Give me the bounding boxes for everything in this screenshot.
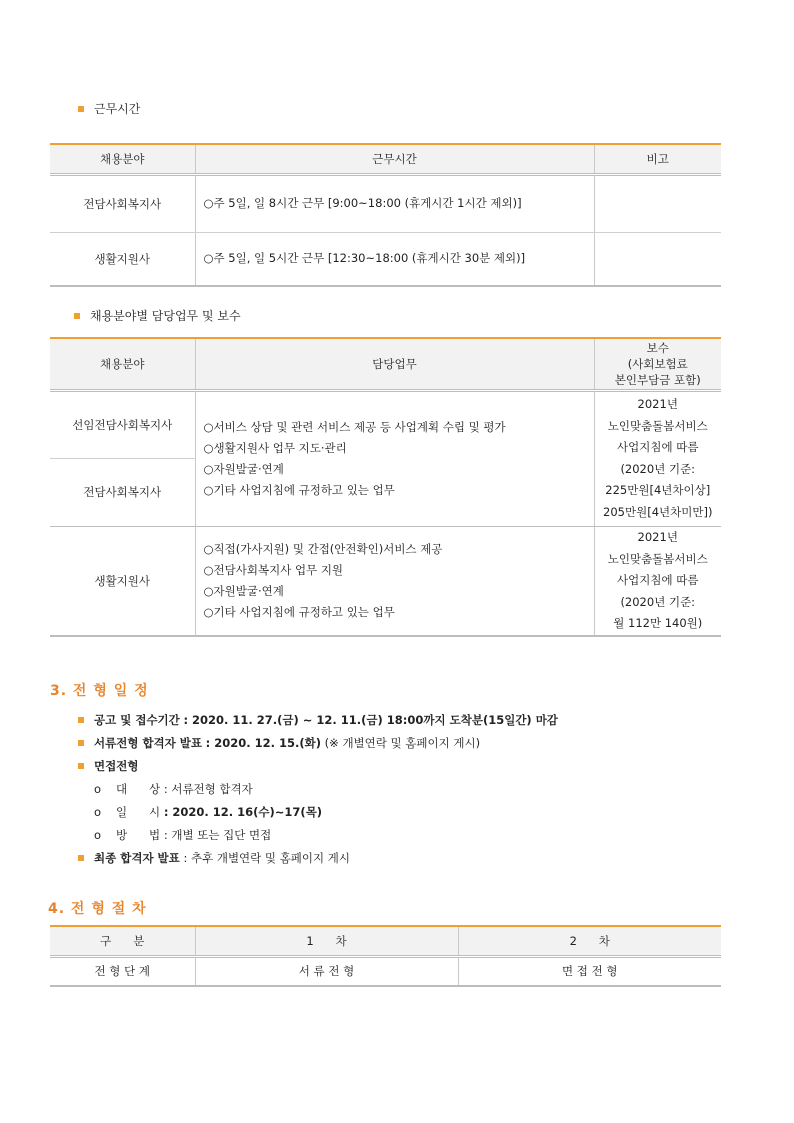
work-hours-heading: 근무시간 <box>78 100 140 117</box>
stage-label-cell: 전 형 단 계 <box>50 956 195 986</box>
work-hours-table <box>50 143 721 287</box>
pay-cell: 2021년 노인맞춤돌봄서비스 사업지침에 따름 (2020년 기준: 225만원[4년차이상] 205만원[4년차미만]) <box>594 390 721 526</box>
first-stage-cell: 서 류 전 형 <box>195 956 458 986</box>
square-bullet-icon <box>78 855 84 861</box>
header-pay: 보수 (사회보험료 본인부담금 포함) <box>594 338 721 390</box>
hours-cell: ○주 5일, 일 8시간 근무 [9:00~18:00 (휴게시간 1시간 제외)] <box>195 174 594 232</box>
interview-method: o 방 법 : 개별 또는 집단 면접 <box>94 828 272 842</box>
table-row <box>50 526 721 636</box>
schedule-title: 3. 전 형 일 정 <box>50 683 149 699</box>
field-cell: 전담사회복지사 <box>50 458 195 526</box>
header-first: 1 차 <box>195 926 458 956</box>
field-cell: 생활지원사 <box>50 232 195 286</box>
note-cell <box>594 174 721 232</box>
header-note: 비고 <box>594 144 721 174</box>
square-bullet-icon <box>78 106 84 112</box>
header-field: 채용분야 <box>50 144 195 174</box>
note-cell <box>594 232 721 286</box>
pay-cell: 2021년 노인맞춤돌봄서비스 사업지침에 따름 (2020년 기준: 월 112만 140원) <box>594 526 721 636</box>
square-bullet-icon <box>78 717 84 723</box>
schedule-item-interview: 면접전형 <box>78 758 138 774</box>
header-duties: 담당업무 <box>195 338 594 390</box>
table-row <box>50 956 721 986</box>
schedule-item-final-result: 최종 합격자 발표 : 추후 개별연락 및 홈페이지 게시 <box>78 850 350 866</box>
schedule-item-document-result: 서류전형 합격자 발표 : 2020. 12. 15.(화) (※ 개별연락 및 홈페이지 게시) <box>78 735 480 751</box>
duties-heading: 채용분야별 담당업무 및 보수 <box>74 307 241 324</box>
field-cell: 생활지원사 <box>50 526 195 636</box>
square-bullet-icon <box>78 740 84 746</box>
tasks-cell: ○서비스 상담 및 관련 서비스 제공 등 사업계획 수립 및 평가 ○생활지원사 업무 지도·관리 ○자원발굴·연계 ○기타 사업지침에 규정하고 있는 업무 <box>195 390 594 526</box>
table-row <box>50 232 721 286</box>
header-category: 구 분 <box>50 926 195 956</box>
hours-cell: ○주 5일, 일 5시간 근무 [12:30~18:00 (휴게시간 30분 제외)] <box>195 232 594 286</box>
header-second: 2 차 <box>458 926 721 956</box>
duties-table <box>50 337 721 637</box>
tasks-cell: ○직접(가사지원) 및 간접(안전확인)서비스 제공 ○전담사회복지사 업무 지원 ○자원발굴·연계 ○기타 사업지침에 규정하고 있는 업무 <box>195 526 594 636</box>
interview-target: o 대 상 : 서류전형 합격자 <box>94 782 253 796</box>
square-bullet-icon <box>74 313 80 319</box>
interview-date: o 일 시 : 2020. 12. 16(수)~17(목) <box>94 805 323 819</box>
square-bullet-icon <box>78 763 84 769</box>
header-hours: 근무시간 <box>195 144 594 174</box>
field-cell: 전담사회복지사 <box>50 174 195 232</box>
table-row <box>50 174 721 232</box>
field-cell: 선임전담사회복지사 <box>50 390 195 458</box>
table-row <box>50 390 721 458</box>
procedure-title: 4. 전 형 절 차 <box>48 901 147 917</box>
procedure-table <box>50 925 721 987</box>
schedule-item-application: 공고 및 접수기간 : 2020. 11. 27.(금) ~ 12. 11.(금) 18:00까지 도착분(15일간) 마감 <box>78 712 558 728</box>
header-field: 채용분야 <box>50 338 195 390</box>
second-stage-cell: 면 접 전 형 <box>458 956 721 986</box>
